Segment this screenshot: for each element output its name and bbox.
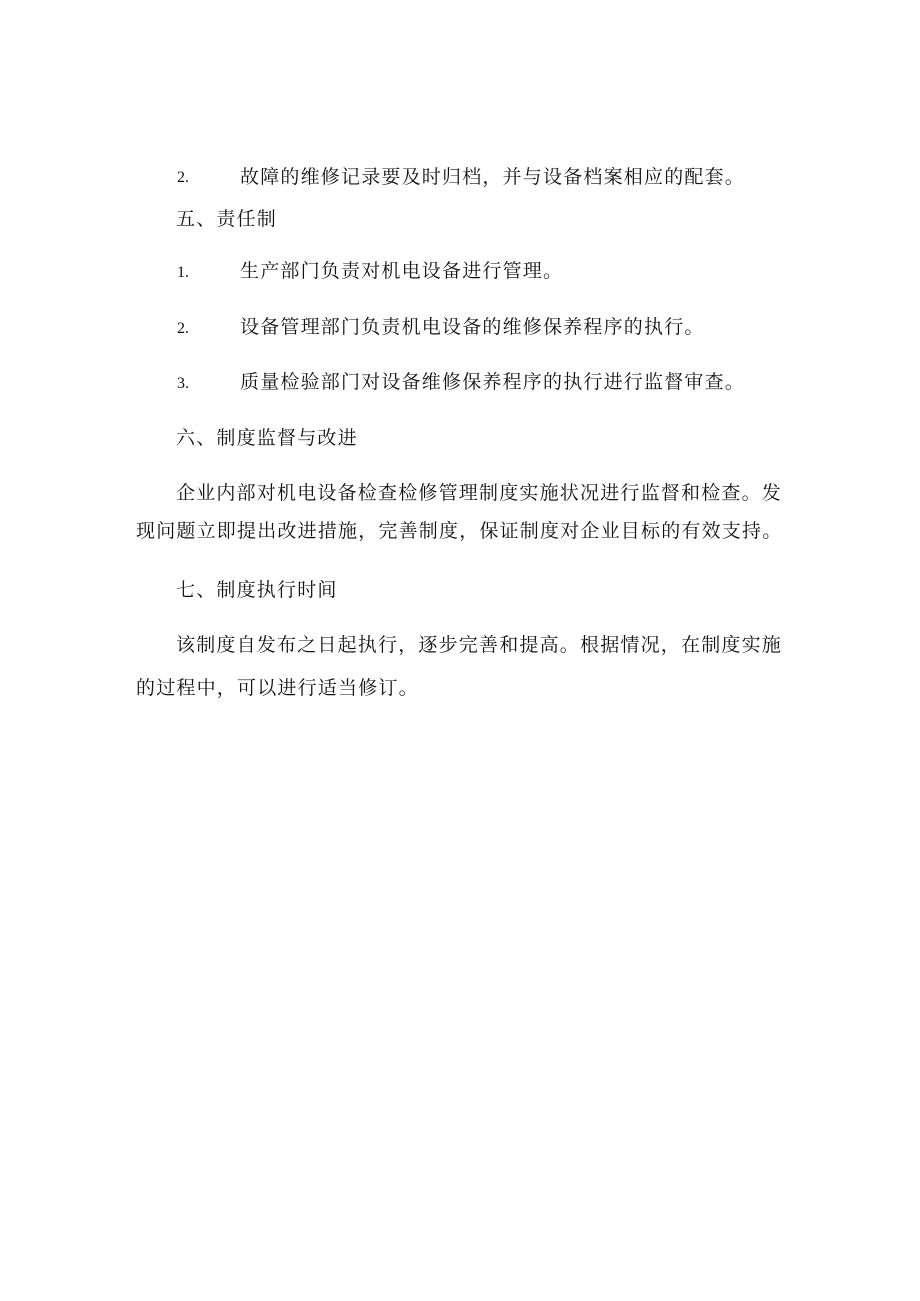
list-item-number: 3. xyxy=(177,375,189,392)
paragraph-line: 该制度自发布之日起执行，逐步完善和提高。根据情况，在制度实施 xyxy=(176,634,783,656)
list-item-text: 质量检验部门对设备维修保养程序的执行进行监督审查。 xyxy=(240,371,746,393)
list-item-number: 2. xyxy=(177,320,189,337)
paragraph-line: 企业内部对机电设备检查检修管理制度实施状况进行监督和检查。发 xyxy=(176,482,783,504)
list-item-text: 设备管理部门负责机电设备的维修保养程序的执行。 xyxy=(240,316,705,338)
list-item-number: 1. xyxy=(177,264,189,281)
section-heading-supervision: 六、制度监督与改进 xyxy=(176,427,358,449)
list-item-text: 故障的维修记录要及时归档，并与设备档案相应的配套。 xyxy=(240,166,746,188)
section-heading-effective-date: 七、制度执行时间 xyxy=(176,579,338,601)
paragraph-line: 的过程中，可以进行适当修订。 xyxy=(136,677,419,699)
section-heading-responsibility: 五、责任制 xyxy=(176,208,278,230)
paragraph-line: 现问题立即提出改进措施，完善制度，保证制度对企业目标的有效支持。 xyxy=(136,520,783,542)
list-item-number: 2. xyxy=(177,169,189,186)
list-item-text: 生产部门负责对机电设备进行管理。 xyxy=(240,260,564,282)
